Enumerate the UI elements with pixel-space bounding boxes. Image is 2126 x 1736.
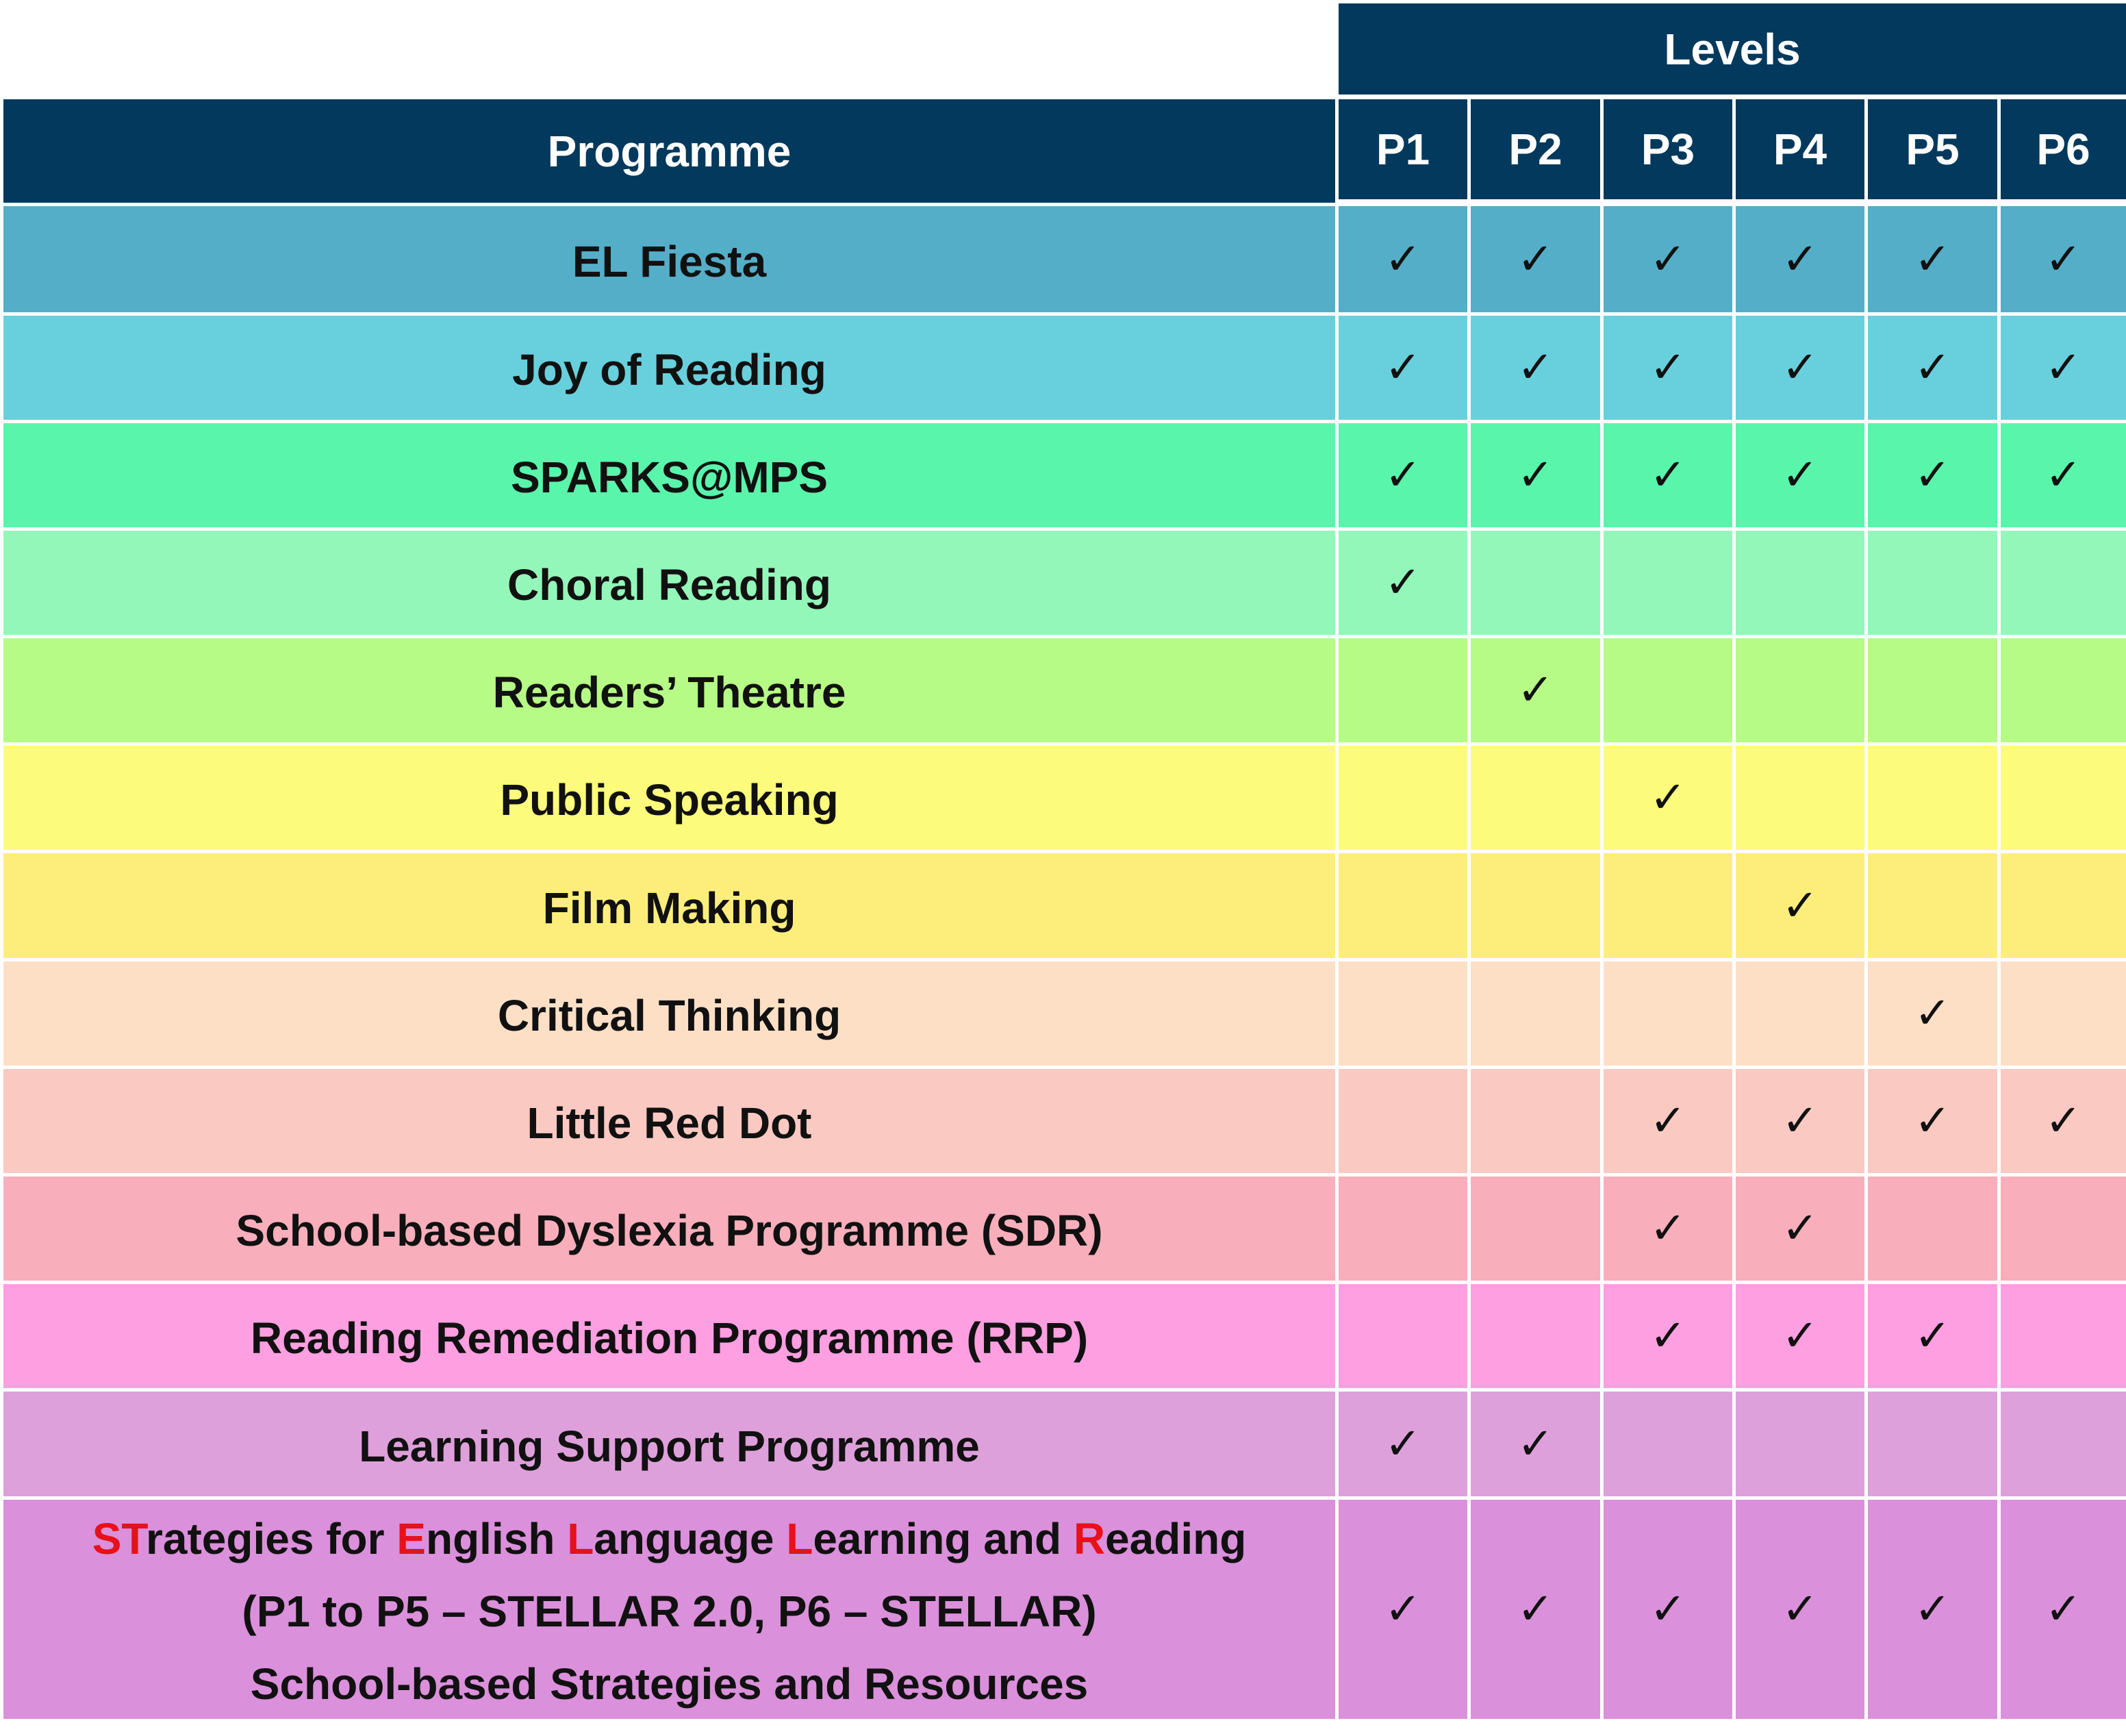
level-header-label: P3 — [1641, 125, 1695, 174]
check-mark-icon: ✓ — [1914, 234, 1951, 285]
level-cell-p1 — [1339, 1500, 1467, 1719]
level-cell-p4 — [1736, 531, 1864, 635]
level-cell-p1 — [1339, 746, 1467, 850]
programme-name: Learning Support Programme — [359, 1421, 980, 1471]
level-cell-p3 — [1604, 1177, 1732, 1281]
programme-name-line — [92, 1502, 1247, 1575]
programme-name: Little Red Dot — [527, 1098, 812, 1148]
programme-name: Public Speaking — [500, 775, 839, 825]
level-cell-p3 — [1604, 853, 1732, 958]
level-cell-p4 — [1736, 853, 1864, 958]
programme-name-line — [242, 1575, 1096, 1648]
level-header-label: P4 — [1773, 125, 1827, 174]
level-cell-p2 — [1471, 206, 1600, 312]
programme-name-cell — [3, 961, 1335, 1066]
check-mark-icon: ✓ — [1914, 450, 1951, 501]
level-header-p3 — [1604, 99, 1732, 199]
level-cell-p1 — [1339, 206, 1467, 312]
level-cell-p4 — [1736, 1392, 1864, 1496]
acronym-letter: R — [1073, 1514, 1106, 1563]
check-mark-icon: ✓ — [1649, 1203, 1686, 1254]
programme-header-label: Programme — [547, 126, 792, 176]
check-mark-icon: ✓ — [1517, 665, 1554, 716]
level-cell-p1 — [1339, 1392, 1467, 1496]
level-cell-p5 — [1868, 1392, 1997, 1496]
acronym-letter: L — [786, 1514, 813, 1563]
level-cell-p2 — [1471, 638, 1600, 742]
check-mark-icon: ✓ — [1384, 450, 1421, 501]
level-cell-p1 — [1339, 423, 1467, 527]
level-cell-p6 — [2001, 531, 2126, 635]
level-cell-p5 — [1868, 961, 1997, 1066]
programme-name: School-based Dyslexia Programme (SDR) — [236, 1206, 1103, 1255]
level-cell-p5 — [1868, 638, 1997, 742]
level-header-label: P2 — [1508, 125, 1562, 174]
check-mark-icon: ✓ — [1517, 450, 1554, 501]
programme-name-cell — [3, 1392, 1335, 1496]
programme-name-text: nglish — [425, 1514, 568, 1563]
level-cell-p4 — [1736, 746, 1864, 850]
programme-column-header — [3, 99, 1335, 203]
level-cell-p5 — [1868, 316, 1997, 420]
level-cell-p2 — [1471, 1284, 1600, 1388]
level-cell-p5 — [1868, 423, 1997, 527]
level-cell-p3 — [1604, 423, 1732, 527]
level-cell-p3 — [1604, 206, 1732, 312]
programme-name-cell — [3, 316, 1335, 420]
programme-name-text: School-based Strategies and Resources — [250, 1659, 1089, 1709]
check-mark-icon: ✓ — [1782, 1096, 1819, 1146]
programme-name-cell — [3, 746, 1335, 850]
check-mark-icon: ✓ — [2045, 342, 2082, 393]
level-cell-p1 — [1339, 961, 1467, 1066]
level-cell-p6 — [2001, 206, 2126, 312]
level-cell-p4 — [1736, 206, 1864, 312]
level-cell-p5 — [1868, 1500, 1997, 1719]
check-mark-icon: ✓ — [1914, 1096, 1951, 1146]
acronym-letter: E — [396, 1514, 426, 1563]
programme-name-cell — [3, 853, 1335, 958]
programme-name-cell — [3, 1500, 1335, 1719]
level-cell-p1 — [1339, 853, 1467, 958]
level-cell-p2 — [1471, 1392, 1600, 1496]
level-cell-p4 — [1736, 638, 1864, 742]
programme-name: Readers’ Theatre — [492, 668, 846, 717]
check-mark-icon: ✓ — [1517, 1418, 1554, 1470]
check-mark-icon: ✓ — [1782, 1584, 1819, 1635]
level-cell-p4 — [1736, 1069, 1864, 1173]
level-cell-p6 — [2001, 961, 2126, 1066]
check-mark-icon: ✓ — [1782, 880, 1819, 931]
programme-name: Film Making — [542, 883, 796, 933]
level-cell-p3 — [1604, 316, 1732, 420]
level-cell-p3 — [1604, 961, 1732, 1066]
level-cell-p1 — [1339, 316, 1467, 420]
level-cell-p3 — [1604, 1392, 1732, 1496]
check-mark-icon: ✓ — [1782, 1311, 1819, 1361]
check-mark-icon: ✓ — [1782, 342, 1819, 393]
programme-name-line — [251, 1648, 1089, 1720]
programme-name-text: earning and — [813, 1514, 1074, 1563]
programme-name-text: eading — [1105, 1514, 1247, 1563]
level-cell-p1 — [1339, 1284, 1467, 1388]
level-header-p5 — [1868, 99, 1997, 199]
programme-name: Joy of Reading — [512, 345, 826, 394]
level-header-label: P1 — [1376, 125, 1430, 174]
level-header-p4 — [1736, 99, 1864, 199]
programme-name-cell — [3, 1069, 1335, 1173]
level-cell-p3 — [1604, 531, 1732, 635]
level-cell-p4 — [1736, 316, 1864, 420]
check-mark-icon: ✓ — [1914, 342, 1951, 393]
level-cell-p3 — [1604, 1069, 1732, 1173]
level-cell-p5 — [1868, 1177, 1997, 1281]
programme-name-cell — [3, 638, 1335, 742]
level-header-p6 — [2001, 99, 2126, 199]
check-mark-icon: ✓ — [1384, 234, 1421, 285]
level-cell-p1 — [1339, 531, 1467, 635]
check-mark-icon: ✓ — [1384, 1584, 1421, 1635]
check-mark-icon: ✓ — [2045, 1096, 2082, 1146]
programme-name-cell — [3, 423, 1335, 527]
level-cell-p6 — [2001, 638, 2126, 742]
acronym-letter: L — [567, 1514, 594, 1563]
level-cell-p5 — [1868, 206, 1997, 312]
level-cell-p1 — [1339, 638, 1467, 742]
check-mark-icon: ✓ — [2045, 234, 2082, 285]
level-cell-p2 — [1471, 1500, 1600, 1719]
check-mark-icon: ✓ — [1517, 234, 1554, 285]
check-mark-icon: ✓ — [1649, 1311, 1686, 1361]
check-mark-icon: ✓ — [1649, 1584, 1686, 1635]
level-cell-p5 — [1868, 531, 1997, 635]
level-header-p2 — [1471, 99, 1600, 199]
check-mark-icon: ✓ — [1649, 234, 1686, 285]
check-mark-icon: ✓ — [1649, 772, 1686, 823]
level-cell-p6 — [2001, 1284, 2126, 1388]
level-cell-p5 — [1868, 746, 1997, 850]
acronym-letter: ST — [92, 1514, 146, 1563]
level-cell-p4 — [1736, 1500, 1864, 1719]
level-cell-p2 — [1471, 746, 1600, 850]
level-cell-p3 — [1604, 1500, 1732, 1719]
level-cell-p6 — [2001, 316, 2126, 420]
programme-name-text: (P1 to P5 – STELLAR 2.0, P6 – STELLAR) — [242, 1587, 1097, 1636]
check-mark-icon: ✓ — [1782, 234, 1819, 285]
check-mark-icon: ✓ — [1914, 988, 1951, 1039]
check-mark-icon: ✓ — [2045, 450, 2082, 501]
programme-name: Critical Thinking — [497, 991, 841, 1040]
programme-name-cell — [3, 1177, 1335, 1281]
programme-name: SPARKS@MPS — [510, 453, 828, 502]
level-cell-p6 — [2001, 853, 2126, 958]
level-cell-p6 — [2001, 1069, 2126, 1173]
level-cell-p1 — [1339, 1177, 1467, 1281]
check-mark-icon: ✓ — [1517, 342, 1554, 393]
level-cell-p6 — [2001, 1500, 2126, 1719]
programme-name: Reading Remediation Programme (RRP) — [250, 1313, 1089, 1363]
level-cell-p4 — [1736, 1284, 1864, 1388]
level-cell-p2 — [1471, 316, 1600, 420]
programme-name-text: anguage — [594, 1514, 787, 1563]
level-cell-p1 — [1339, 1069, 1467, 1173]
level-cell-p4 — [1736, 423, 1864, 527]
level-cell-p4 — [1736, 961, 1864, 1066]
level-cell-p2 — [1471, 1069, 1600, 1173]
level-cell-p6 — [2001, 746, 2126, 850]
programme-name: Choral Reading — [507, 560, 831, 609]
check-mark-icon: ✓ — [1384, 1418, 1421, 1470]
levels-header-label: Levels — [1664, 24, 1801, 74]
check-mark-icon: ✓ — [2045, 1584, 2082, 1635]
level-cell-p5 — [1868, 1284, 1997, 1388]
check-mark-icon: ✓ — [1649, 342, 1686, 393]
programme-name-cell — [3, 1284, 1335, 1388]
level-cell-p2 — [1471, 961, 1600, 1066]
level-cell-p6 — [2001, 1177, 2126, 1281]
programme-name-cell — [3, 531, 1335, 635]
level-cell-p5 — [1868, 853, 1997, 958]
check-mark-icon: ✓ — [1782, 450, 1819, 501]
level-header-label: P5 — [1906, 125, 1960, 174]
check-mark-icon: ✓ — [1782, 1203, 1819, 1254]
level-cell-p3 — [1604, 746, 1732, 850]
level-cell-p6 — [2001, 1392, 2126, 1496]
check-mark-icon: ✓ — [1914, 1311, 1951, 1361]
level-cell-p2 — [1471, 853, 1600, 958]
level-cell-p2 — [1471, 531, 1600, 635]
level-cell-p2 — [1471, 1177, 1600, 1281]
programme-name-cell — [3, 206, 1335, 312]
check-mark-icon: ✓ — [1649, 1096, 1686, 1146]
level-cell-p3 — [1604, 638, 1732, 742]
check-mark-icon: ✓ — [1914, 1584, 1951, 1635]
level-header-label: P6 — [2036, 125, 2090, 174]
check-mark-icon: ✓ — [1384, 342, 1421, 393]
level-cell-p4 — [1736, 1177, 1864, 1281]
levels-header — [1339, 3, 2126, 95]
programme-name-text: rategies for — [145, 1514, 397, 1563]
level-header-p1 — [1339, 99, 1467, 199]
programme-name: EL Fiesta — [572, 236, 767, 286]
level-cell-p5 — [1868, 1069, 1997, 1173]
level-cell-p6 — [2001, 423, 2126, 527]
level-cell-p3 — [1604, 1284, 1732, 1388]
check-mark-icon: ✓ — [1384, 557, 1421, 608]
check-mark-icon: ✓ — [1649, 450, 1686, 501]
check-mark-icon: ✓ — [1517, 1584, 1554, 1635]
level-cell-p2 — [1471, 423, 1600, 527]
